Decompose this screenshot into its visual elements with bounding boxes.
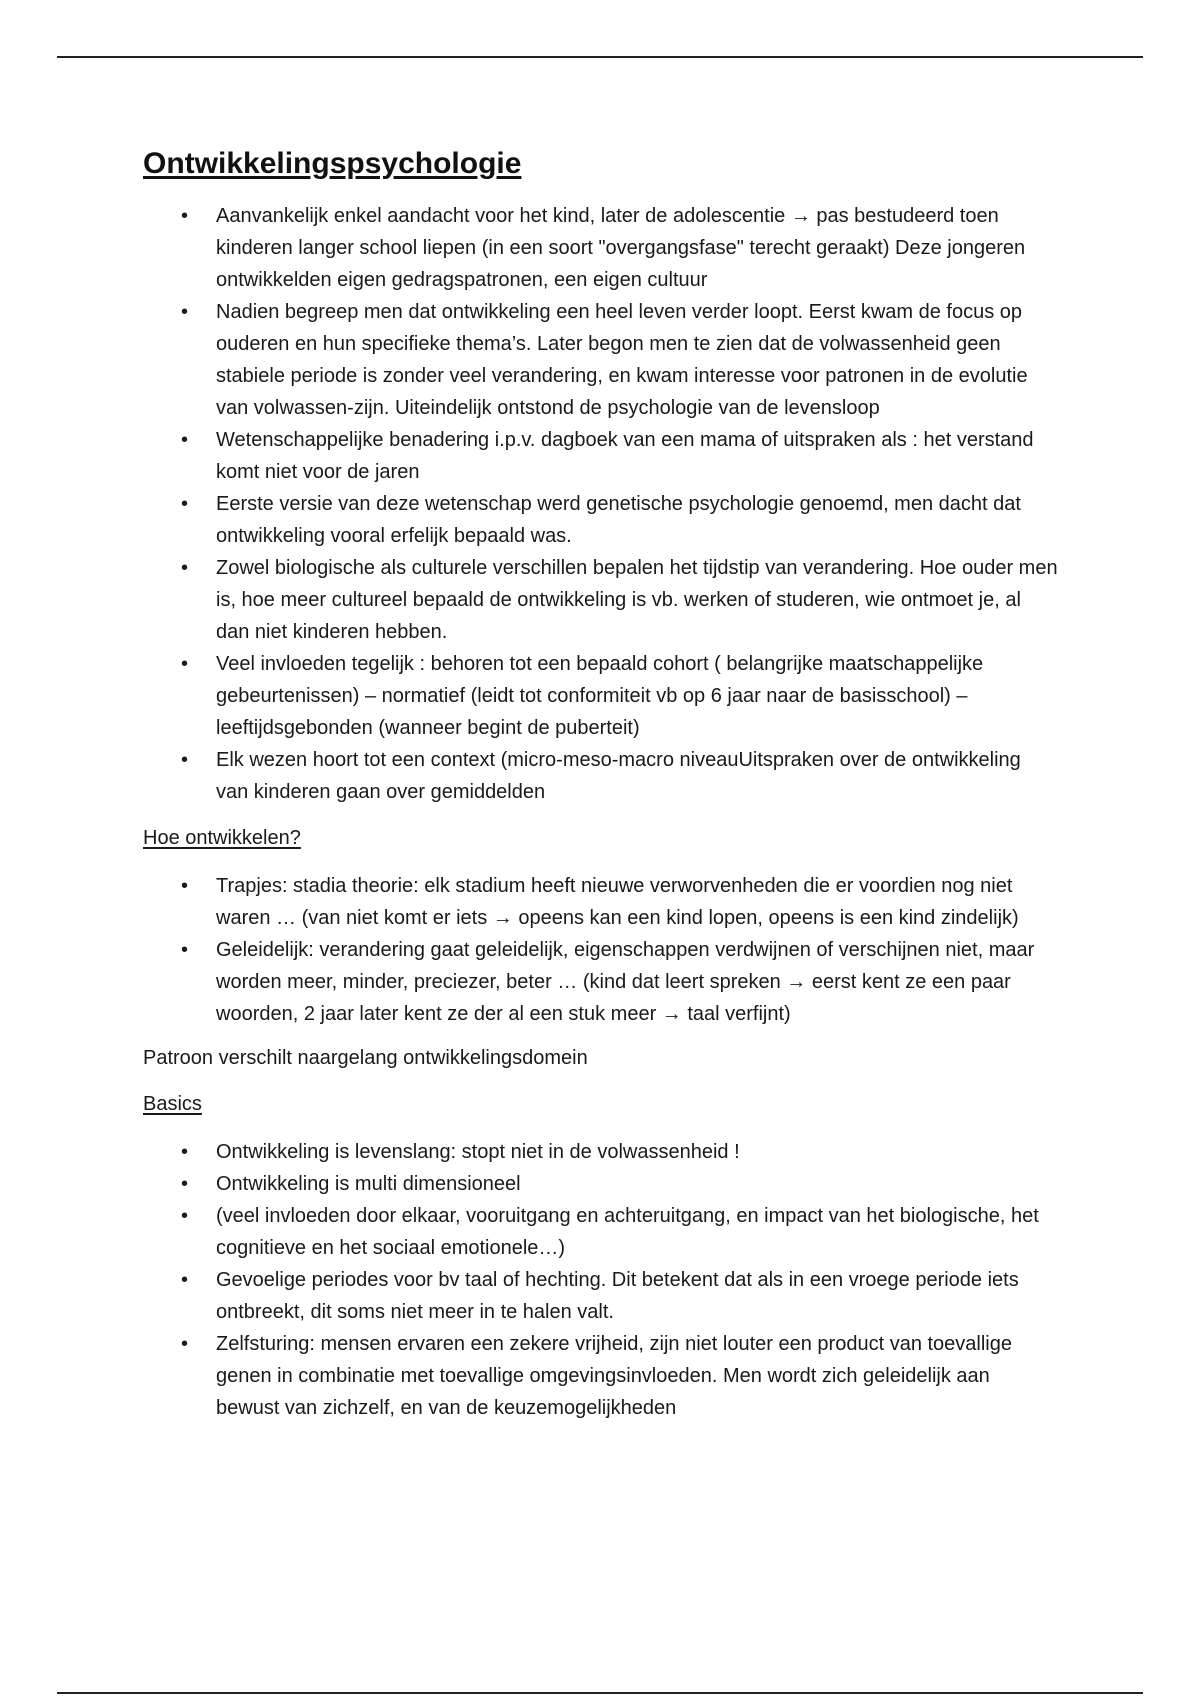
document-body (143, 146, 1058, 1436)
list-item-text: Zowel biologische als culturele verschillen bepalen het tijdstip van verandering. Hoe ouder men is, hoe meer cultureel bepaald de ontwikkeling is vb. werken of studeren, wie ontmoet je, al dan niet kinderen hebben. (216, 557, 1058, 643)
bullet-icon: • (181, 429, 189, 451)
list-item-text: Ontwikkeling is multi dimensioneel (216, 1173, 521, 1195)
list-item (143, 870, 1058, 934)
bullet-icon: • (181, 939, 189, 961)
bullet-icon: • (181, 1269, 189, 1291)
section-heading-basics: Basics (143, 1093, 202, 1115)
list-item (143, 1136, 1058, 1168)
list-item (143, 934, 1058, 1030)
list-item-text: Geleidelijk: verandering gaat geleidelijk, eigenschappen verdwijnen of verschijnen niet, maar worden meer, minder, preciezer, beter … (kind dat leert spreken → eerst kent ze een paar woorden, 2 jaar later kent ze der al een stuk meer → taal verfijnt) (216, 939, 1035, 1025)
list-item-text: (veel invloeden door elkaar, vooruitgang en achteruitgang, en impact van het biologische, het cognitieve en het sociaal emotionele…) (216, 1205, 1039, 1259)
list-item (143, 424, 1058, 488)
bullet-icon: • (181, 493, 189, 515)
list-item-text: Zelfsturing: mensen ervaren een zekere vrijheid, zijn niet louter een product van toevallige genen in combinatie met toevallige omgevingsinvloeden. Men wordt zich geleidelijk aan bewust van zichzelf, en van de keuzemogelijkheden (216, 1333, 1012, 1419)
list-item (143, 1168, 1058, 1200)
bullet-icon: • (181, 1333, 189, 1355)
bullet-icon: • (181, 205, 189, 227)
basics-list (143, 1136, 1058, 1424)
list-item-text: Gevoelige periodes voor bv taal of hechting. Dit betekent dat als in een vroege periode iets ontbreekt, dit soms niet meer in te halen valt. (216, 1269, 1019, 1323)
bullet-icon: • (181, 1173, 189, 1195)
list-item (143, 296, 1058, 424)
list-item-text: Nadien begreep men dat ontwikkeling een heel leven verder loopt. Eerst kwam de focus op ouderen en hun specifieke thema’s. Later begon men te zien dat de volwassenheid geen stabiele periode is zonder veel verandering, en kwam interesse voor patronen in de evolutie van volwassen-zijn. Uiteindelijk ontstond de psychologie van de levensloop (216, 301, 1028, 419)
list-item-text: Veel invloeden tegelijk : behoren tot een bepaald cohort ( belangrijke maatschappelijke gebeurtenissen) – normatief (leidt tot conformiteit vb op 6 jaar naar de basisschool) – leeftijdsgebonden (wanneer begint de puberteit) (216, 653, 984, 739)
list-item-text: Eerste versie van deze wetenschap werd genetische psychologie genoemd, men dacht dat ontwikkeling vooral erfelijk bepaald was. (216, 493, 1021, 547)
intro-list (143, 200, 1058, 808)
list-item-text: Aanvankelijk enkel aandacht voor het kind, later de adolescentie → pas bestudeerd toen kinderen langer school liepen (in een soort "overgangsfase" terecht geraakt) Deze jongeren ontwikkelden eigen gedragspatronen, een eigen cultuur (216, 205, 1026, 291)
section-heading-how: Hoe ontwikkelen? (143, 827, 301, 849)
list-item (143, 488, 1058, 552)
bullet-icon: • (181, 1141, 189, 1163)
list-item (143, 744, 1058, 808)
list-item-text: Wetenschappelijke benadering i.p.v. dagboek van een mama of uitspraken als : het verstand komt niet voor de jaren (216, 429, 1034, 483)
list-item (143, 648, 1058, 744)
list-item-text: Elk wezen hoort tot een context (micro-meso-macro niveauUitspraken over de ontwikkeling van kinderen gaan over gemiddelden (216, 749, 1021, 803)
header-rule (57, 56, 1143, 58)
page-title: Ontwikkelingspsychologie (143, 147, 522, 180)
bullet-icon: • (181, 301, 189, 323)
bullet-icon: • (181, 875, 189, 897)
bullet-icon: • (181, 557, 189, 579)
list-item-text: Ontwikkeling is levenslang: stopt niet in de volwassenheid ! (216, 1141, 740, 1163)
list-item (143, 1200, 1058, 1264)
list-item (143, 1328, 1058, 1424)
list-item (143, 200, 1058, 296)
pattern-note: Patroon verschilt naargelang ontwikkelingsdomein (143, 1047, 588, 1069)
list-item (143, 1264, 1058, 1328)
list-item (143, 552, 1058, 648)
list-item-text: Trapjes: stadia theorie: elk stadium heeft nieuwe verworvenheden die er voordien nog niet waren … (van niet komt er iets → opeens kan een kind lopen, opeens is een kind zindelijk) (216, 875, 1019, 929)
how-list (143, 870, 1058, 1030)
bullet-icon: • (181, 1205, 189, 1227)
bullet-icon: • (181, 653, 189, 675)
bullet-icon: • (181, 749, 189, 771)
footer-rule (57, 1692, 1143, 1694)
